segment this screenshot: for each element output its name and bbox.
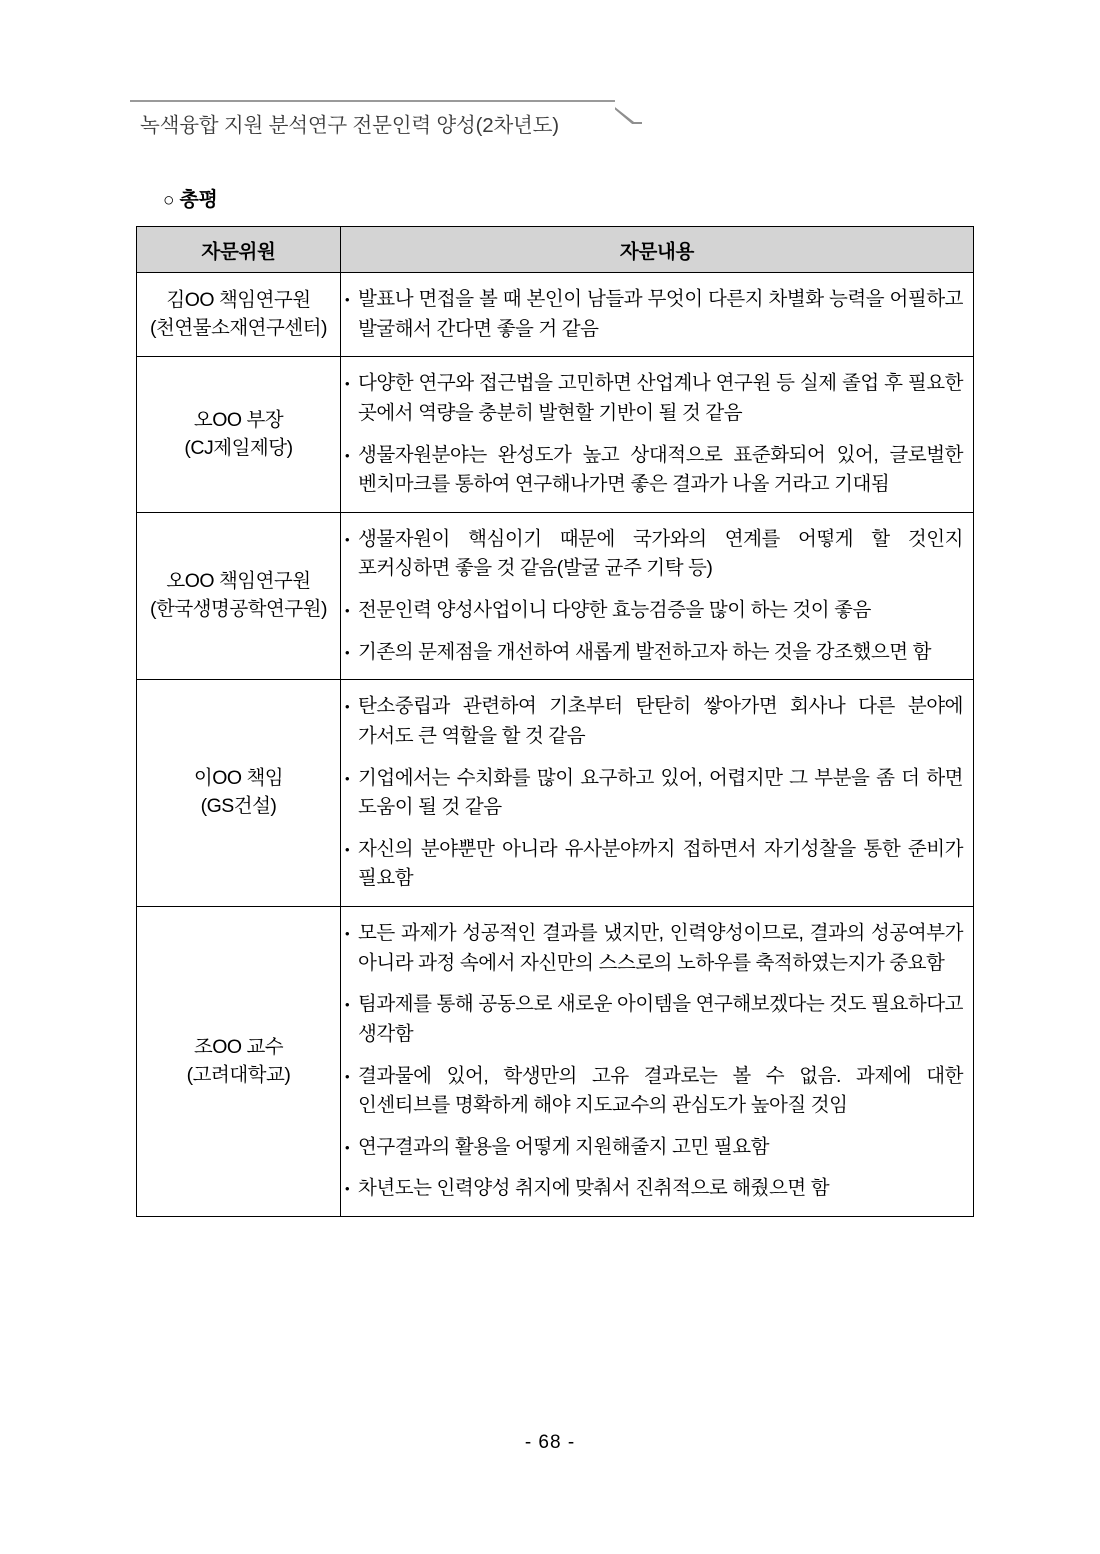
comment-bullet xyxy=(341,525,963,584)
advisor-name-line: 오OO 부장 xyxy=(193,408,284,431)
comment-bullet xyxy=(341,638,963,668)
comment-bullet xyxy=(341,835,963,894)
comment-bullet xyxy=(341,596,963,626)
comment-bullet xyxy=(341,441,963,500)
advisor-affiliation-line: (고려대학교) xyxy=(186,1063,291,1086)
advisor-affiliation-line: (한국생명공학연구원) xyxy=(149,598,328,620)
comment-text: • 다양한 연구와 접근법을 고민하면 산업계나 연구원 등 실제 졸업 후 필요한 곳에서 역량을 충분히 발현할 기반이 될 것 같음 xyxy=(358,372,963,424)
comment-text: • 생물자원분야는 완성도가 높고 상대적으로 표준화되어 있어, 글로벌한 벤치마크를 통하여 연구해나가면 좋은 결과가 나올 거라고 기대됨 xyxy=(358,443,963,496)
section-heading xyxy=(163,183,218,212)
running-title: 녹색융합 지원 분석연구 전문인력 양성(2차년도) xyxy=(140,114,559,137)
column-header-advisor: 자문위원 xyxy=(137,227,341,273)
advisor-name-line: 조OO 교수 xyxy=(193,1035,284,1058)
table-row xyxy=(137,907,974,1217)
column-header-comment: 자문내용 xyxy=(341,227,974,273)
advisor-comment-cell xyxy=(341,357,974,513)
comment-bullet xyxy=(341,990,963,1049)
comment-text: • 연구결과의 활용을 어떻게 지원해줄지 고민 필요함 xyxy=(358,1135,769,1158)
advisor-name-cell xyxy=(137,357,341,513)
comment-bullet-list xyxy=(341,692,963,894)
table-row xyxy=(137,680,974,907)
comment-bullet xyxy=(341,1133,963,1163)
comment-bullet xyxy=(341,692,963,751)
comment-text: • 전문인력 양성사업이니 다양한 효능검증을 많이 하는 것이 좋음 xyxy=(358,599,871,621)
comment-text: • 팀과제를 통해 공동으로 새로운 아이템을 연구해보겠다는 것도 필요하다고 생각함 xyxy=(358,993,963,1045)
advisor-name-line: 김OO 책임연구원 xyxy=(166,288,311,311)
advisor-comment-cell xyxy=(341,512,974,680)
comment-text: • 탄소중립과 관련하여 기초부터 탄탄히 쌓아가면 회사나 다른 분야에 가서도 큰 역할을 할 것 같음 xyxy=(358,695,963,747)
comment-text: • 기업에서는 수치화를 많이 요구하고 있어, 어렵지만 그 부분을 좀 더 하면 도움이 될 것 같음 xyxy=(358,766,963,819)
advisor-name-cell xyxy=(137,680,341,907)
header-tab xyxy=(130,100,615,142)
table-header-row xyxy=(137,227,974,273)
section-title: 총평 xyxy=(179,189,218,211)
advisor-affiliation-line: (CJ제일제당) xyxy=(184,436,293,459)
table-row xyxy=(137,512,974,680)
comment-text: • 차년도는 인력양성 취지에 맞춰서 진취적으로 해줬으면 함 xyxy=(358,1177,830,1200)
advisor-name-cell xyxy=(137,512,341,680)
comment-text: • 모든 과제가 성공적인 결과를 냈지만, 인력양성이므로, 결과의 성공여부가 아니라 과정 속에서 자신만의 스스로의 노하우를 축적하였는지가 중요함 xyxy=(358,922,963,974)
table-row xyxy=(137,357,974,513)
comment-bullet xyxy=(341,764,963,823)
advisor-name-line: 이OO 책임 xyxy=(193,767,284,790)
comment-bullet-list xyxy=(341,919,963,1204)
advisor-comment-cell xyxy=(341,273,974,357)
table-body xyxy=(137,273,974,1217)
comment-bullet xyxy=(341,285,963,344)
advisor-comment-cell xyxy=(341,907,974,1217)
header-bar-decoration xyxy=(634,122,970,141)
comment-text: • 생물자원이 핵심이기 때문에 국가와의 연계를 어떻게 할 것인지 포커싱하면 좋을 것 같음(발굴 균주 기탁 등) xyxy=(358,527,963,580)
advisor-name-cell xyxy=(137,273,341,357)
comment-text: • 발표나 면접을 볼 때 본인이 남들과 무엇이 다른지 차별화 능력을 어필하고 발굴해서 간다면 좋을 거 같음 xyxy=(358,288,963,340)
comment-bullet xyxy=(341,1062,963,1121)
comment-text: • 기존의 문제점을 개선하여 새롭게 발전하고자 하는 것을 강조했으면 함 xyxy=(358,640,931,663)
table-head xyxy=(137,227,974,273)
comment-bullet-list xyxy=(341,525,963,668)
table-row xyxy=(137,273,974,357)
circle-marker-icon: ○ xyxy=(163,190,175,211)
comment-bullet-list xyxy=(341,285,963,344)
comment-text: • 자신의 분야뿐만 아니라 유사분야까지 접하면서 자기성찰을 통한 준비가 필요함 xyxy=(358,837,963,890)
comment-bullet-list xyxy=(341,369,963,500)
comment-bullet xyxy=(341,919,963,978)
advisor-comment-cell xyxy=(341,680,974,907)
advisor-name-cell xyxy=(137,907,341,1217)
comment-bullet xyxy=(341,369,963,428)
advisory-comments-table xyxy=(136,226,974,1217)
advisor-affiliation-line: (천연물소재연구센터) xyxy=(149,316,328,339)
comment-text: • 결과물에 있어, 학생만의 고유 결과로는 볼 수 없음. 과제에 대한 인센티브를 명확하게 해야 지도교수의 관심도가 높아질 것임 xyxy=(358,1064,963,1117)
running-header xyxy=(0,100,1100,146)
advisor-name-line: 오OO 책임연구원 xyxy=(166,570,311,593)
page-number: - 68 - xyxy=(524,1432,576,1453)
comment-bullet xyxy=(341,1174,963,1204)
advisor-affiliation-line: (GS건설) xyxy=(200,795,277,818)
